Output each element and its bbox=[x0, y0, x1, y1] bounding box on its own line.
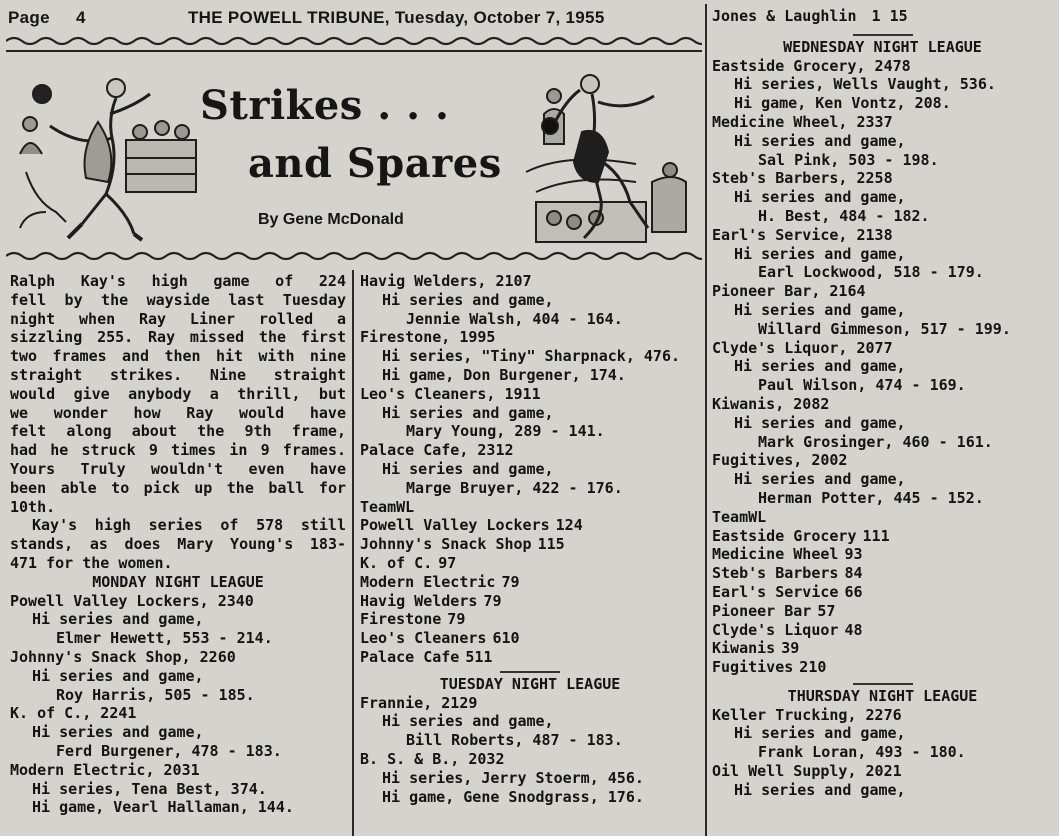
standing-losses: 10 bbox=[501, 629, 520, 648]
standings-header-wins: W bbox=[396, 497, 406, 516]
article-body bbox=[10, 272, 346, 573]
standing-row bbox=[360, 648, 700, 667]
standing-losses: 7 bbox=[447, 553, 457, 572]
standing-team: Modern Electric bbox=[360, 572, 496, 591]
standing-row bbox=[712, 7, 1053, 26]
standing-wins: 5 bbox=[465, 647, 475, 666]
wednesday-league-title: WEDNESDAY NIGHT LEAGUE bbox=[783, 37, 982, 56]
standings-header-losses: L bbox=[405, 497, 415, 516]
standing-team: Leo's Cleaners bbox=[360, 629, 487, 648]
bowler-score-line: Ferd Burgener, 478 - 183. bbox=[56, 741, 282, 760]
article-line: Yours Truly wouldn't even have bbox=[10, 459, 346, 478]
standing-row bbox=[360, 535, 700, 554]
standing-team: Clyde's Liquor bbox=[712, 620, 839, 639]
bowler-score-line: Hi series and game, bbox=[382, 459, 554, 478]
bowler-score-line: Paul Wilson, 474 - 169. bbox=[758, 376, 966, 395]
standings-header-wins: W bbox=[748, 507, 758, 526]
column-2 bbox=[360, 272, 700, 806]
standing-team: Firestone bbox=[360, 610, 442, 629]
team-score-line: Kiwanis, 2082 bbox=[712, 394, 830, 413]
section-rule bbox=[853, 683, 913, 685]
standings-header-team: Team bbox=[712, 507, 749, 526]
bowler-score-line: Sal Pink, 503 - 198. bbox=[758, 150, 939, 169]
bowler-score-line: Hi series and game, bbox=[734, 244, 906, 263]
standing-losses: 9 bbox=[456, 610, 466, 629]
standing-losses: 9 bbox=[790, 639, 800, 658]
monday-results-part1 bbox=[10, 592, 346, 818]
team-score-line: Clyde's Liquor, 2077 bbox=[712, 338, 893, 357]
standing-team: Steb's Barbers bbox=[712, 564, 839, 583]
bowler-score-line: Hi series and game, bbox=[734, 188, 906, 207]
bowler-score-line: Frank Loran, 493 - 180. bbox=[758, 743, 966, 762]
wednesday-standings bbox=[712, 508, 1053, 677]
team-score-line: Steb's Barbers, 2258 bbox=[712, 169, 893, 188]
page-label: Page bbox=[8, 8, 50, 27]
standing-wins: 11 bbox=[537, 535, 556, 554]
standing-wins: 6 bbox=[844, 582, 854, 601]
standing-team: Fugitives bbox=[712, 658, 794, 677]
standing-wins: 2 bbox=[799, 658, 809, 677]
bowler-score-line: Willard Gimmeson, 517 - 199. bbox=[758, 319, 1011, 338]
standing-wins: 7 bbox=[501, 572, 511, 591]
standing-wins: 4 bbox=[844, 620, 854, 639]
standing-row bbox=[712, 602, 1053, 621]
standing-losses: 11 bbox=[474, 647, 493, 666]
standing-row bbox=[360, 554, 700, 573]
standing-team: Johnny's Snack Shop bbox=[360, 535, 532, 554]
article-line: night when Ray Liner rolled a bbox=[10, 309, 346, 328]
article-line: had he struck 9 times in 9 frames. bbox=[10, 441, 346, 460]
standing-wins: 8 bbox=[844, 564, 854, 583]
team-score-line: Palace Cafe, 2312 bbox=[360, 441, 514, 460]
masthead bbox=[8, 8, 702, 30]
bowler-score-line: Elmer Hewett, 553 - 214. bbox=[56, 629, 273, 648]
bowler-score-line: Hi game, Vearl Hallaman, 144. bbox=[32, 798, 294, 817]
thursday-league-title: THURSDAY NIGHT LEAGUE bbox=[787, 686, 978, 705]
standing-losses: 1 bbox=[880, 526, 890, 545]
standing-team: Powell Valley Lockers bbox=[360, 516, 550, 535]
standing-team: Earl's Service bbox=[712, 582, 839, 601]
standing-team: Pioneer Bar bbox=[712, 601, 812, 620]
team-score-line: Keller Trucking, 2276 bbox=[712, 705, 902, 724]
bowler-score-line: Hi series and game, bbox=[382, 403, 554, 422]
standing-row bbox=[360, 610, 700, 629]
wednesday-results bbox=[712, 57, 1053, 508]
article-line: stands, as does Mary Young's 183- bbox=[10, 535, 346, 554]
article-line: Ralph Kay's high game of 224 bbox=[10, 272, 346, 290]
standing-row bbox=[712, 564, 1053, 583]
bowler-score-line: Jennie Walsh, 404 - 164. bbox=[406, 309, 623, 328]
standing-losses: 3 bbox=[853, 545, 863, 564]
standing-wins: 5 bbox=[817, 601, 827, 620]
team-score-line: Pioneer Bar, 2164 bbox=[712, 282, 866, 301]
bowler-score-line: Hi game, Ken Vontz, 208. bbox=[734, 94, 951, 113]
bowler-score-line: Hi series and game, bbox=[32, 666, 204, 685]
standing-wins: 1 bbox=[871, 7, 881, 25]
standings-header bbox=[360, 498, 700, 517]
standing-row bbox=[712, 527, 1053, 546]
bowler-score-line: Hi series, Jerry Stoerm, 456. bbox=[382, 768, 644, 787]
bowler-score-line: Hi series and game, bbox=[734, 300, 906, 319]
standing-losses: 15 bbox=[889, 7, 908, 25]
monday-results-part2 bbox=[360, 272, 700, 498]
monday-standings bbox=[360, 498, 700, 667]
standings-header-team: Team bbox=[360, 497, 397, 516]
article-line: two frames and then hit with nine bbox=[10, 347, 346, 366]
team-score-line: Leo's Cleaners, 1911 bbox=[360, 384, 541, 403]
standing-team: K. of C. bbox=[360, 553, 433, 572]
standing-team: Jones & Laughlin bbox=[712, 7, 857, 25]
standing-losses: 10 bbox=[808, 658, 827, 677]
team-score-line: Modern Electric, 2031 bbox=[10, 760, 200, 779]
standing-row bbox=[712, 658, 1053, 677]
team-score-line: Oil Well Supply, 2021 bbox=[712, 762, 902, 781]
tuesday-results bbox=[360, 694, 700, 807]
standing-row bbox=[360, 629, 700, 648]
article-line: been able to pick up the ball for bbox=[10, 478, 346, 497]
bowler-score-line: Hi series, Wells Vaught, 536. bbox=[734, 75, 996, 94]
team-score-line: Medicine Wheel, 2337 bbox=[712, 112, 893, 131]
standing-wins: 11 bbox=[862, 526, 881, 545]
paper-dateline: THE POWELL TRIBUNE, Tuesday, October 7, 1955 bbox=[188, 8, 605, 27]
bowler-score-line: Hi series and game, bbox=[382, 712, 554, 731]
standing-team: Palace Cafe bbox=[360, 647, 460, 666]
bowler-score-line: Hi series and game, bbox=[734, 413, 906, 432]
column-title-2: and Spares bbox=[248, 140, 502, 187]
column-rule-1 bbox=[352, 270, 354, 836]
article-line: 10th. bbox=[10, 497, 56, 516]
article-line: we wonder how Ray would have bbox=[10, 403, 346, 422]
bowler-score-line: Marge Bruyer, 422 - 176. bbox=[406, 478, 623, 497]
article-line: Kay's high series of 578 still bbox=[32, 516, 346, 535]
bowler-score-line: Hi series, "Tiny" Sharpnack, 476. bbox=[382, 347, 681, 366]
standing-team: Eastside Grocery bbox=[712, 526, 857, 545]
article-line: 471 for the women. bbox=[10, 553, 173, 572]
standing-row bbox=[712, 545, 1053, 564]
article-line: straight strikes. Nine straight bbox=[10, 365, 346, 384]
team-score-line: Fugitives, 2002 bbox=[712, 451, 848, 470]
standing-wins: 9 bbox=[844, 545, 854, 564]
standing-losses: 9 bbox=[492, 591, 502, 610]
bowler-score-line: Hi series, Tena Best, 374. bbox=[32, 779, 267, 798]
column-3 bbox=[712, 7, 1053, 800]
section-rule bbox=[500, 671, 560, 673]
standing-row bbox=[360, 516, 700, 535]
bowler-score-line: Hi series and game, bbox=[734, 357, 906, 376]
bowler-score-line: Hi game, Gene Snodgrass, 176. bbox=[382, 787, 644, 806]
article-line: felt along about the 9th frame, bbox=[10, 422, 346, 441]
standings-header-losses: L bbox=[757, 507, 767, 526]
standing-losses: 9 bbox=[510, 572, 520, 591]
page-number: 4 bbox=[76, 8, 86, 27]
wavy-rule-bottom bbox=[6, 249, 702, 263]
article-line: sizzling 255. Ray missed the first bbox=[10, 328, 346, 347]
bowler-score-line: Hi series and game, bbox=[32, 610, 204, 629]
bowler-score-line: Roy Harris, 505 - 185. bbox=[56, 685, 255, 704]
bowler-score-line: Mary Young, 289 - 141. bbox=[406, 422, 605, 441]
team-score-line: K. of C., 2241 bbox=[10, 704, 137, 723]
rule-top bbox=[6, 50, 702, 52]
bowler-score-line: Bill Roberts, 487 - 183. bbox=[406, 731, 623, 750]
bowler-score-line: Hi series and game, bbox=[734, 470, 906, 489]
standing-losses: 4 bbox=[573, 516, 583, 535]
tuesday-league-title: TUESDAY NIGHT LEAGUE bbox=[439, 674, 621, 693]
byline: By Gene McDonald bbox=[258, 211, 404, 228]
bowler-score-line: Hi series and game, bbox=[734, 780, 906, 799]
standing-team: Kiwanis bbox=[712, 639, 776, 658]
team-score-line: B. S. & B., 2032 bbox=[360, 749, 505, 768]
thursday-results bbox=[712, 706, 1053, 800]
column-title: Strikes . . . bbox=[200, 82, 450, 129]
standing-wins: 12 bbox=[555, 516, 574, 535]
column-rule-2 bbox=[705, 4, 707, 836]
wavy-rule-top bbox=[6, 34, 702, 48]
standing-row bbox=[712, 621, 1053, 640]
bowler-score-line: Hi series and game, bbox=[382, 290, 554, 309]
standing-losses: 5 bbox=[555, 535, 565, 554]
bowler-score-line: Hi game, Don Burgener, 174. bbox=[382, 365, 626, 384]
bowler-score-line: H. Best, 484 - 182. bbox=[758, 206, 930, 225]
column-1 bbox=[10, 272, 346, 817]
standing-wins: 7 bbox=[447, 610, 457, 629]
standing-losses: 8 bbox=[853, 620, 863, 639]
article-line: would give anybody a thrill, but bbox=[10, 384, 346, 403]
standing-wins: 9 bbox=[438, 553, 448, 572]
bowler-score-line: Hi series and game, bbox=[32, 723, 204, 742]
bowler-score-line: Hi series and game, bbox=[734, 724, 906, 743]
bowler-score-line: Earl Lockwood, 518 - 179. bbox=[758, 263, 984, 282]
standing-row bbox=[360, 592, 700, 611]
standing-wins: 3 bbox=[781, 639, 791, 658]
team-score-line: Powell Valley Lockers, 2340 bbox=[10, 591, 254, 610]
standing-row bbox=[360, 573, 700, 592]
standing-losses: 4 bbox=[853, 564, 863, 583]
standing-row bbox=[712, 583, 1053, 602]
standing-row bbox=[712, 639, 1053, 658]
standing-wins: 7 bbox=[483, 591, 493, 610]
team-score-line: Johnny's Snack Shop, 2260 bbox=[10, 647, 236, 666]
standing-losses: 7 bbox=[826, 601, 836, 620]
bowler-score-line: Hi series and game, bbox=[734, 131, 906, 150]
bowler-score-line: Mark Grosinger, 460 - 161. bbox=[758, 432, 993, 451]
standing-wins: 6 bbox=[492, 629, 502, 648]
standing-team: Medicine Wheel bbox=[712, 545, 839, 564]
team-score-line: Earl's Service, 2138 bbox=[712, 225, 893, 244]
monday-league-title: MONDAY NIGHT LEAGUE bbox=[92, 572, 264, 591]
bowler-score-line: Herman Potter, 445 - 152. bbox=[758, 488, 984, 507]
standing-losses: 6 bbox=[853, 582, 863, 601]
section-rule bbox=[853, 34, 913, 36]
team-score-line: Eastside Grocery, 2478 bbox=[712, 56, 911, 75]
standings-header bbox=[712, 508, 1053, 527]
team-score-line: Havig Welders, 2107 bbox=[360, 272, 532, 290]
article-line: fell by the wayside last Tuesday bbox=[10, 290, 346, 309]
team-score-line: Firestone, 1995 bbox=[360, 328, 496, 347]
standing-team: Havig Welders bbox=[360, 591, 478, 610]
team-score-line: Frannie, 2129 bbox=[360, 693, 478, 712]
